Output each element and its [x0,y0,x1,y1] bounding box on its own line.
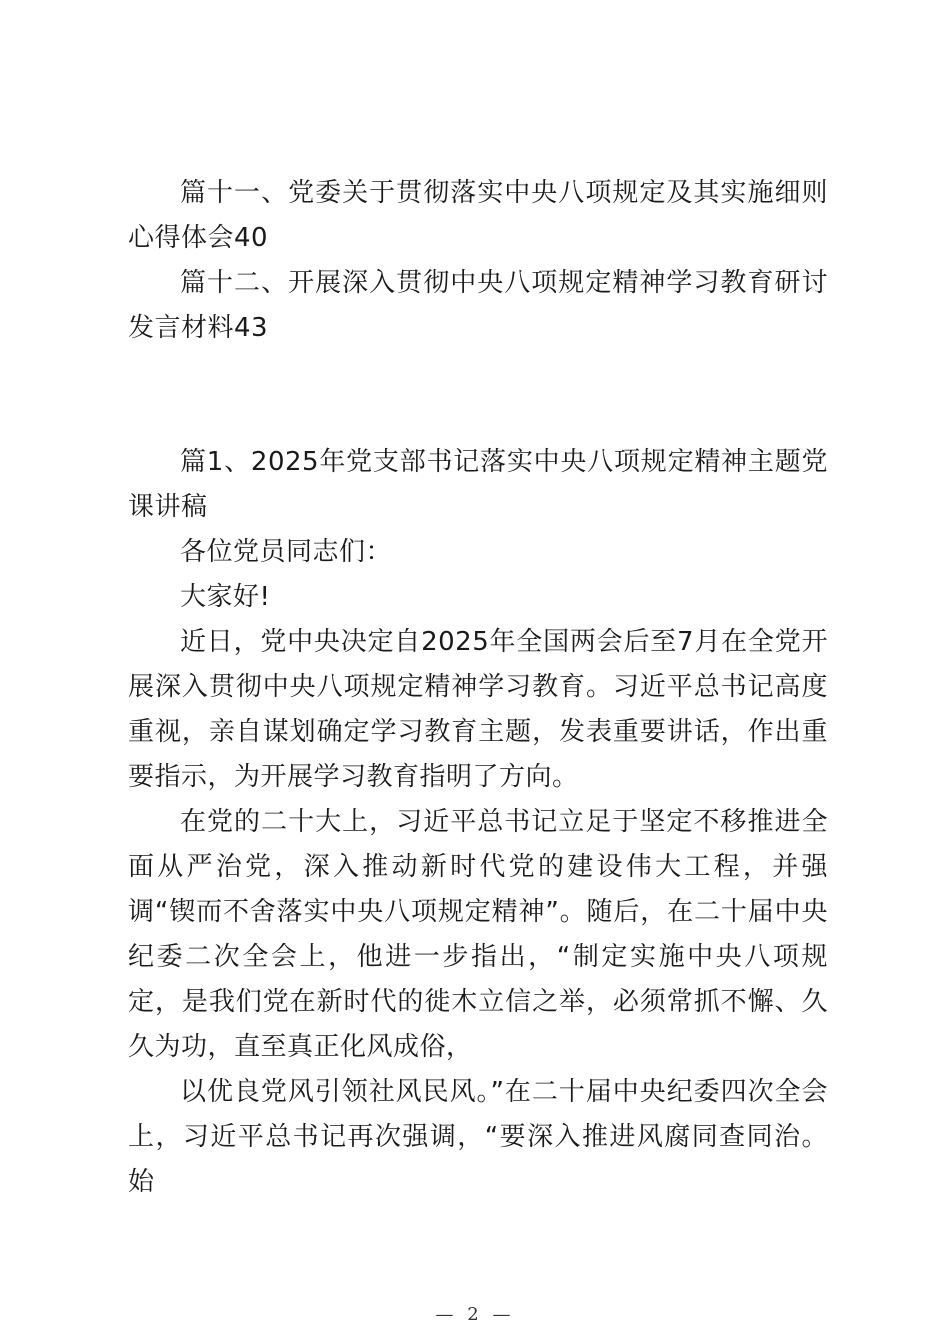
article-body [128,440,828,1205]
article-title: 篇1、2025年党支部书记落实中央八项规定精神主题党课讲稿 [128,447,828,522]
toc-entry[interactable]: 篇十一、党委关于贯彻落实中央八项规定及其实施细则心得体会40 [128,178,828,253]
greeting-line: 各位党员同志们： [180,537,393,567]
hello-line: 大家好! [180,582,271,612]
body-paragraph: 在党的二十大上，习近平总书记立足于坚定不移推进全面从严治党，深入推动新时代党的建设伟大工程，并强调“锲而不舍落实中央八项规定精神”。随后，在二十届中央纪委二次全会上，他进一步指出，“制定实施中央八项规定，是我们党在新时代的徙木立信之举，必须常抓不懈、久久为功，直至真正化风成俗， [128,807,828,1062]
body-paragraph: 近日，党中央决定自2025年全国两会后至7月在全党开展深入贯彻中央八项规定精神学习教育。习近平总书记高度重视，亲自谋划确定学习教育主题，发表重要讲话，作出重要指示，为开展学习教育指明了方向。 [128,627,828,792]
toc-entry[interactable]: 篇十二、开展深入贯彻中央八项规定精神学习教育研讨发言材料43 [128,268,828,343]
page-number: — 2 — [435,1304,515,1325]
table-of-contents [128,171,828,351]
body-paragraph: 以优良党风引领社风民风。”在二十届中央纪委四次全会上，习近平总书记再次强调，“要深入推进风腐同查同治。始 [128,1077,828,1197]
